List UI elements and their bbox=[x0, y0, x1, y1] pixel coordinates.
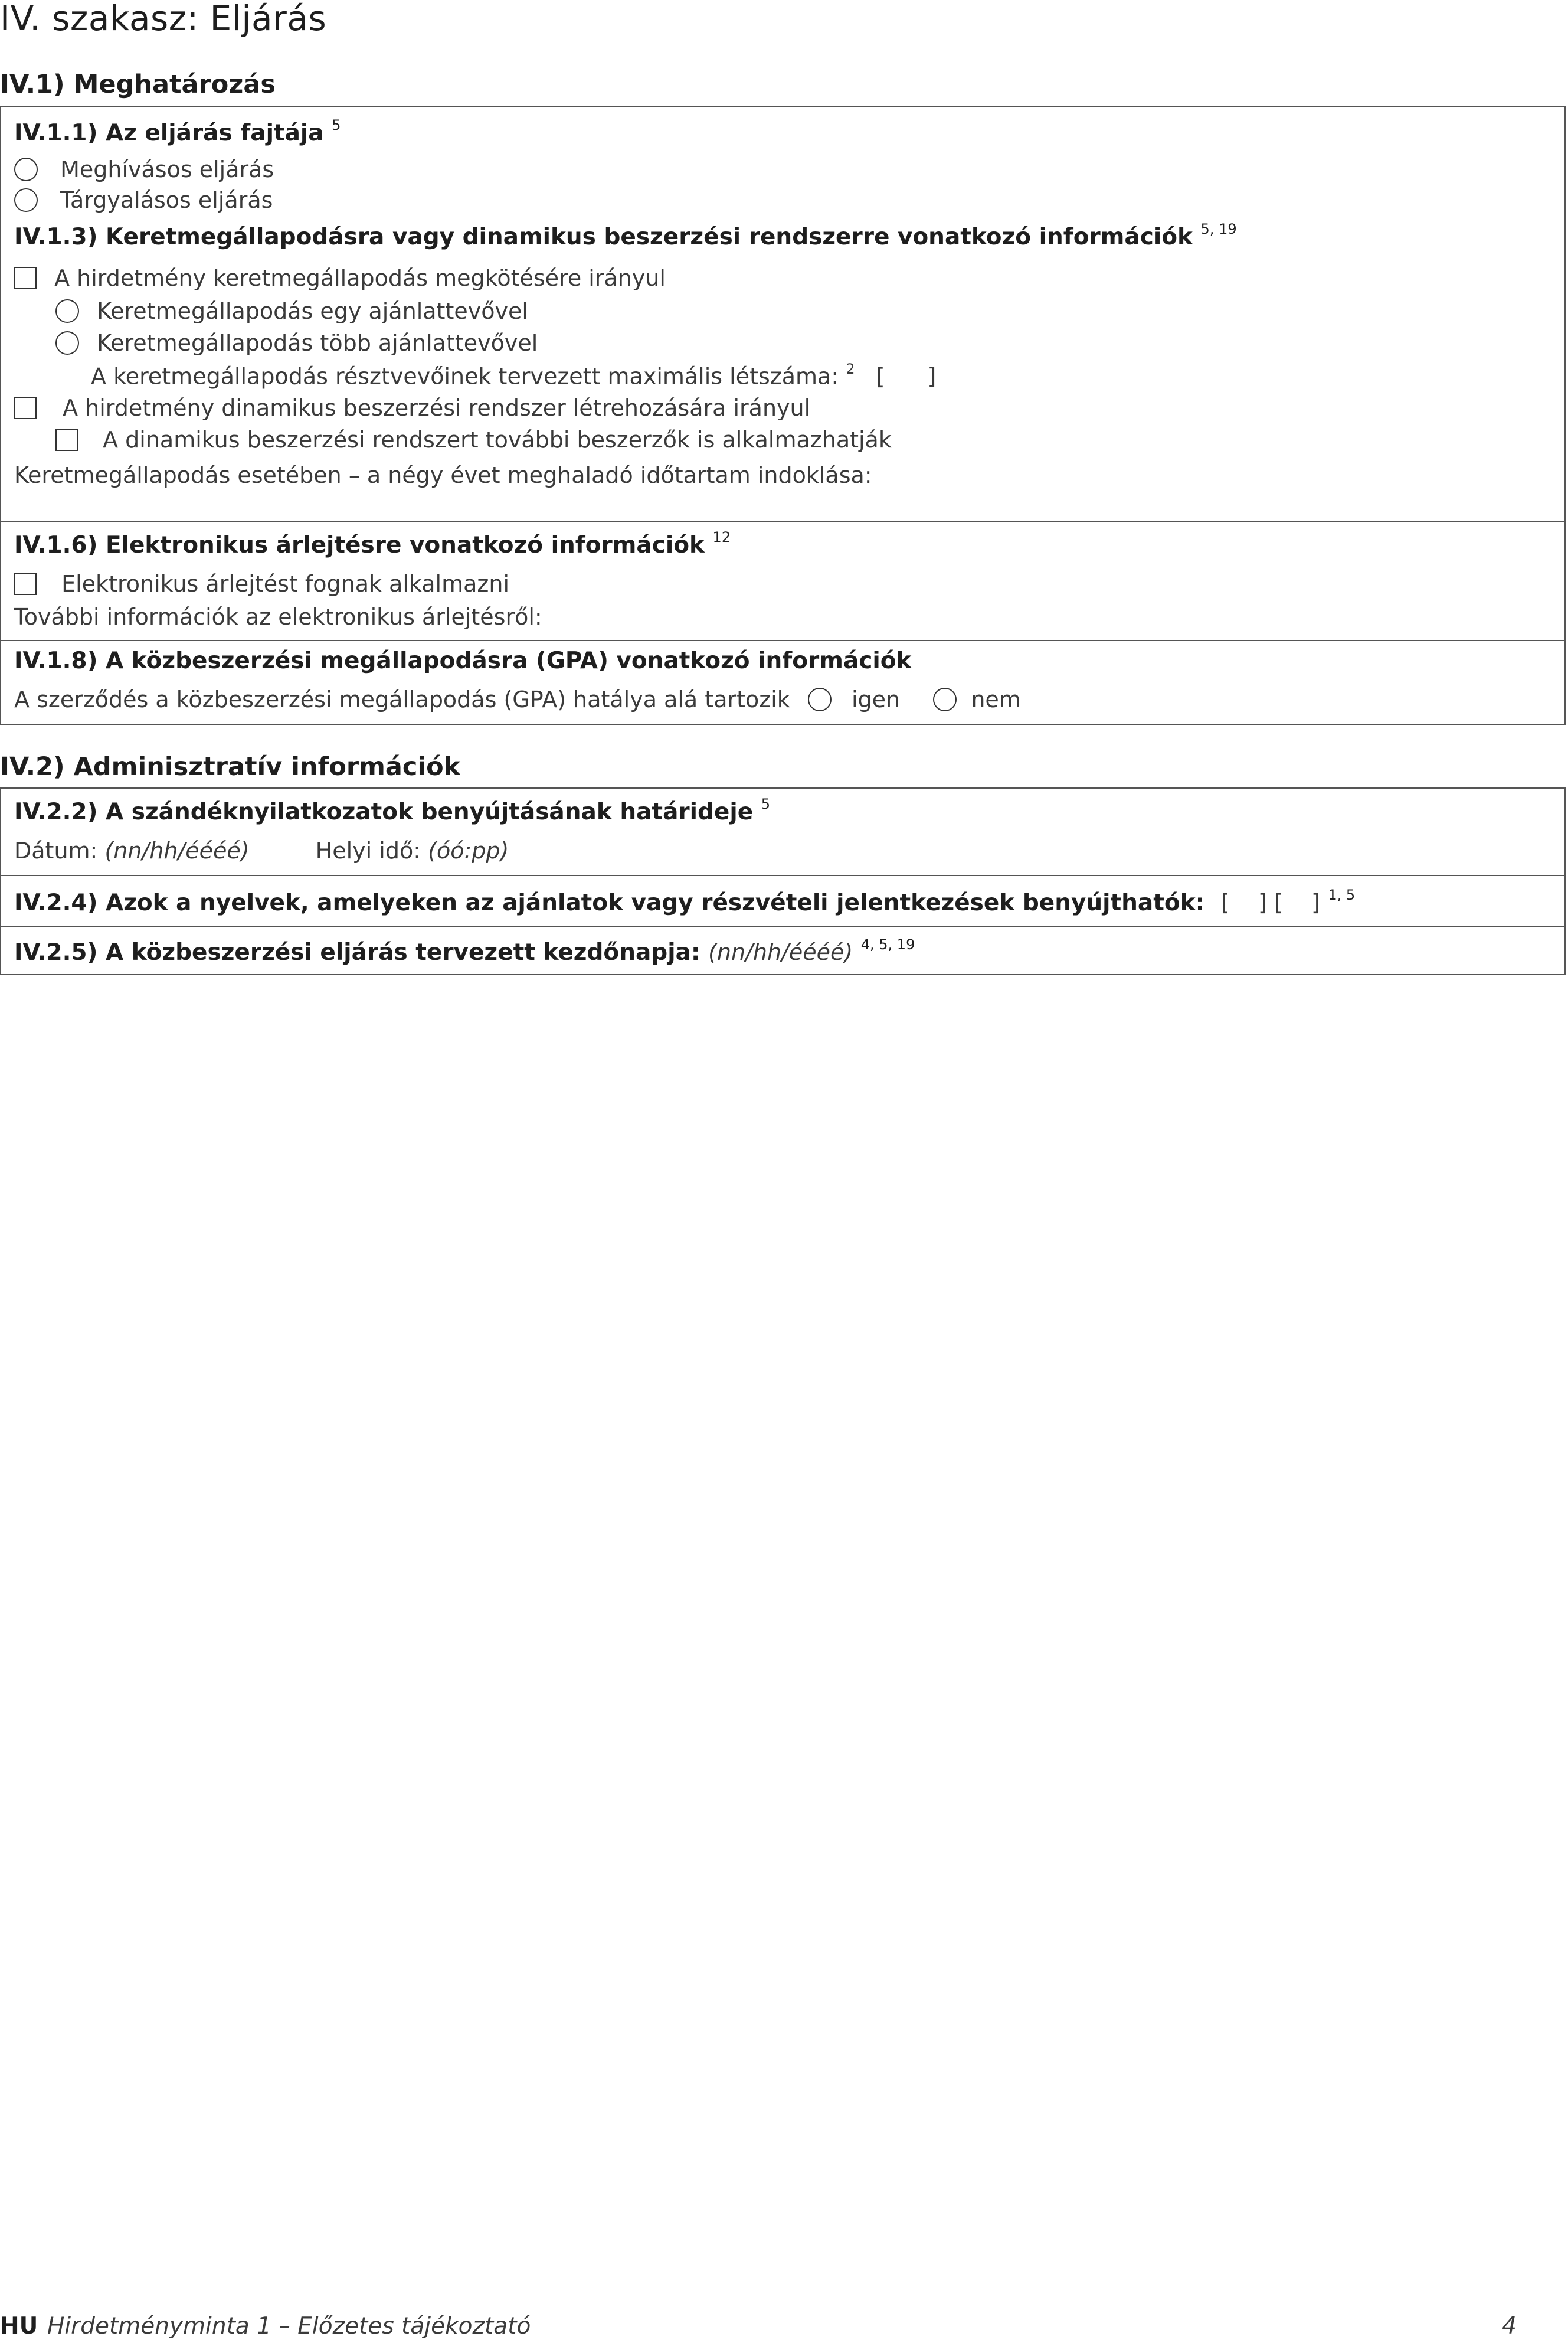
subsection-iv22 bbox=[1, 789, 1564, 875]
checkbox[interactable] bbox=[14, 573, 37, 595]
subsection-heading-iv13 bbox=[14, 221, 1237, 250]
checkbox-label: A hirdetmény keretmegállapodás megkötésére irányul bbox=[54, 265, 666, 291]
heading-text: IV.2.4) Azok a nyelvek, amelyeken az ajánlatok vagy részvételi jelentkezések benyújthatók: bbox=[14, 890, 1205, 916]
heading-text: IV.1.1) Az eljárás fajtája bbox=[14, 120, 324, 146]
page-footer bbox=[0, 2313, 1517, 2342]
radio-option-gpa-no[interactable] bbox=[933, 687, 1021, 713]
radio-option-restricted[interactable] bbox=[14, 158, 274, 183]
footer-page-number: 4 bbox=[1502, 2313, 1517, 2339]
footer-language-code: HU bbox=[0, 2313, 38, 2339]
subsection-iv16 bbox=[1, 521, 1564, 640]
heading-text: IV.1.3) Keretmegállapodásra vagy dinamikus beszerzési rendszerre vonatkozó információk bbox=[14, 224, 1193, 250]
checkbox[interactable] bbox=[55, 429, 78, 451]
section-heading-iv1: IV.1) Meghatározás bbox=[0, 70, 276, 99]
radio-label: Meghívásos eljárás bbox=[60, 156, 274, 182]
time-label: Helyi idő: bbox=[315, 838, 421, 864]
radio-button[interactable] bbox=[14, 158, 38, 181]
bracket-open: [ bbox=[876, 363, 885, 390]
languages-field[interactable]: [ ] [ ] bbox=[1220, 890, 1320, 916]
gpa-question: A szerződés a közbeszerzési megállapodás (GPA) hatálya alá tartozik bbox=[14, 687, 790, 713]
subsection-heading-iv16 bbox=[14, 529, 731, 558]
page-title: IV. szakasz: Eljárás bbox=[0, 0, 327, 38]
subsection-iv13 bbox=[1, 220, 1564, 521]
radio-option-single-operator[interactable] bbox=[55, 300, 528, 325]
checkbox-label: A hirdetmény dinamikus beszerzési rendszer létrehozására irányul bbox=[63, 395, 811, 421]
bracket-close: ] bbox=[927, 363, 937, 390]
radio-button[interactable] bbox=[55, 331, 79, 355]
radio-label: Keretmegállapodás egy ajánlattevővel bbox=[97, 298, 528, 324]
footnote-ref: 2 bbox=[846, 361, 855, 377]
checkbox-framework-agreement[interactable] bbox=[14, 267, 666, 291]
radio-option-negotiated[interactable] bbox=[14, 189, 273, 214]
radio-button[interactable] bbox=[14, 188, 38, 212]
footnote-ref: 5, 19 bbox=[1200, 221, 1237, 237]
section-box-iv1 bbox=[0, 106, 1566, 725]
gpa-question-row bbox=[14, 688, 1021, 713]
subsection-iv24 bbox=[1, 875, 1564, 926]
section-heading-iv2: IV.2) Adminisztratív információk bbox=[0, 752, 461, 782]
radio-button[interactable] bbox=[933, 688, 957, 711]
subsection-iv18 bbox=[1, 640, 1564, 725]
radio-button[interactable] bbox=[55, 299, 79, 323]
radio-label: nem bbox=[971, 687, 1021, 713]
footnote-ref: 4, 5, 19 bbox=[860, 936, 915, 953]
max-participants-row bbox=[91, 361, 937, 390]
checkbox-eauction[interactable] bbox=[14, 573, 509, 597]
heading-text: IV.2.2) A szándéknyilatkozatok benyújtásának határideje bbox=[14, 799, 754, 825]
checkbox[interactable] bbox=[14, 397, 37, 419]
checkbox[interactable] bbox=[14, 267, 37, 289]
heading-text: IV.1.6) Elektronikus árlejtésre vonatkozó információk bbox=[14, 532, 705, 558]
date-time-row bbox=[14, 839, 509, 862]
radio-label: Keretmegállapodás több ajánlattevővel bbox=[97, 330, 538, 356]
radio-option-gpa-yes[interactable] bbox=[808, 687, 907, 713]
justification-label: Keretmegállapodás esetében – a négy évet meghaladó időtartam indoklása: bbox=[14, 462, 872, 488]
subsection-iv25 bbox=[1, 926, 1564, 976]
footnote-ref: 1, 5 bbox=[1328, 887, 1356, 903]
checkbox-dps[interactable] bbox=[14, 397, 810, 421]
heading-text: IV.2.5) A közbeszerzési eljárás tervezett kezdőnapja: bbox=[14, 939, 700, 966]
subsection-heading-iv25 bbox=[14, 936, 915, 966]
max-participants-label: A keretmegállapodás résztvevőinek tervezett maximális létszáma: bbox=[91, 363, 839, 390]
radio-label: igen bbox=[851, 687, 901, 713]
time-format-field[interactable]: (óó:pp) bbox=[428, 838, 509, 864]
date-format-field[interactable]: (nn/hh/éééé) bbox=[104, 838, 250, 864]
checkbox-dps-other-purchasers[interactable] bbox=[55, 429, 892, 453]
section-box-iv2 bbox=[0, 787, 1566, 975]
subsection-heading-iv24 bbox=[14, 887, 1356, 916]
footnote-ref: 5 bbox=[332, 117, 341, 133]
checkbox-label: Elektronikus árlejtést fognak alkalmazni bbox=[61, 571, 509, 597]
footnote-ref: 12 bbox=[712, 529, 731, 545]
subsection-heading-iv22 bbox=[14, 796, 771, 825]
radio-option-several-operators[interactable] bbox=[55, 332, 538, 357]
subsection-heading-iv11 bbox=[14, 117, 341, 146]
radio-button[interactable] bbox=[808, 688, 832, 711]
date-label: Dátum: bbox=[14, 838, 98, 864]
footnote-ref: 5 bbox=[761, 796, 771, 812]
checkbox-label: A dinamikus beszerzési rendszert további beszerzők is alkalmazhatják bbox=[103, 427, 892, 453]
start-date-field[interactable]: (nn/hh/éééé) bbox=[708, 939, 853, 965]
footer-document-title: Hirdetményminta 1 – Előzetes tájékoztató bbox=[47, 2313, 531, 2339]
eauction-info-label: További információk az elektronikus árlejtésről: bbox=[14, 604, 542, 630]
subsection-iv11 bbox=[1, 107, 1564, 220]
radio-label: Tárgyalásos eljárás bbox=[60, 187, 273, 213]
subsection-heading-iv18: IV.1.8) A közbeszerzési megállapodásra (GPA) vonatkozó információk bbox=[14, 648, 912, 674]
